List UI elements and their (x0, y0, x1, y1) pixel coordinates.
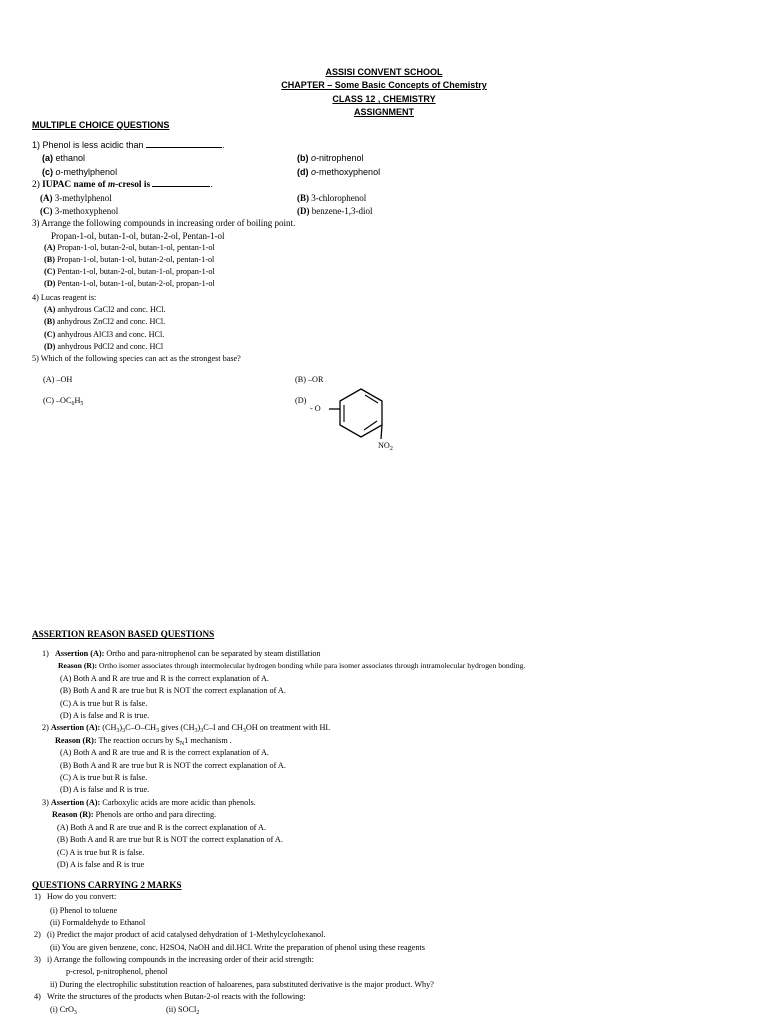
mcq-q5-option-b: (B) –OR (295, 375, 324, 384)
mcq-q3-option-a: (A) Propan-1-ol, butan-2-ol, butan-1-ol, pentan-1-ol (44, 243, 215, 252)
mcq-q3-option-d: (D) Pentan-1-ol, butan-1-ol, butan-2-ol, propan-1-ol (44, 279, 215, 288)
ar-q2-option-d: (D) A is false and R is true. (60, 785, 150, 794)
mcq-q3-list: Propan-1-ol, butan-1-ol, butan-2-ol, Pentan-1-ol (51, 231, 225, 241)
mcq-q4-option-c: (C) anhydrous AlCl3 and conc. HCl. (44, 330, 165, 339)
ar-q3-option-a: (A) Both A and R are true and R is the correct explanation of A. (57, 823, 266, 832)
two-marks-q4-stem: 4) Write the structures of the products when Butan-2-ol reacts with the following: (34, 992, 306, 1001)
two-marks-q1-stem: 1) How do you convert: (34, 892, 117, 901)
chapter-title: CHAPTER – Some Basic Concepts of Chemistry (281, 80, 487, 90)
mcq-q4-option-a: (A) anhydrous CaCl2 and conc. HCl. (44, 305, 166, 314)
mcq-q5-option-c: (C) $-OC_6H_5$ (43, 396, 84, 407)
two-marks-q3-part-i: 3) i) Arrange the following compounds in the increasing order of their acid strength: (34, 955, 314, 964)
structure-nitro-label: $NO_2$ (378, 441, 393, 452)
mcq-q2-option-c: (C) 3-methoxyphenol (40, 206, 119, 216)
benzene-ring-structure (325, 383, 385, 443)
mcq-q4-stem: 4) Lucas reagent is: (32, 293, 97, 302)
ar-q1-option-b: (B) Both A and R are true but R is NOT the correct explanation of A. (60, 686, 286, 695)
mcq-q5-option-d: (D) (295, 396, 307, 405)
structure-oxygen-label: - O (310, 404, 321, 413)
two-marks-q4-part-i: (i) CrO$_3$ (50, 1005, 77, 1016)
mcq-heading: MULTIPLE CHOICE QUESTIONS (32, 120, 170, 130)
mcq-q2-stem: 2) IUPAC name of m-cresol is . (32, 180, 213, 190)
two-marks-q3-list: p-cresol, p-nitrophenol, phenol (66, 967, 168, 976)
ar-q3-option-d: (D) A is false and R is true (57, 860, 145, 869)
class-title: CLASS 12 , CHEMISTRY (332, 94, 436, 104)
ar-q2-assertion: 2) Assertion (A): $(CH_3)_3C-O-CH_3$ gives $(CH_3)_3C-I$ and $CH_3OH$ on treatment with HI. (42, 723, 331, 734)
mcq-q1-stem: 1) Phenol is less acidic than . (32, 140, 225, 150)
two-marks-heading: QUESTIONS CARRYING 2 MARKS (32, 880, 182, 890)
school-name: ASSISI CONVENT SCHOOL (325, 67, 443, 77)
ar-q1-option-c: (C) A is true but R is false. (60, 699, 148, 708)
two-marks-q4-part-ii: (ii) SOCl$_2$ (166, 1005, 200, 1016)
mcq-q5-option-a: (A) –OH (43, 375, 73, 384)
ar-heading: ASSERTION REASON BASED QUESTIONS (32, 629, 215, 639)
ar-q1-assertion: 1) Assertion (A): Ortho and para-nitrophenol can be separated by steam distillation (42, 649, 321, 658)
blank-line (152, 186, 210, 187)
ar-q1-option-d: (D) A is false and R is true. (60, 711, 150, 720)
mcq-q1-option-d: (d) o-methoxyphenol (297, 167, 381, 177)
two-marks-q1-part-i: (i) Phenol to toluene (50, 906, 118, 915)
ar-q1-reason: Reason (R): Ortho isomer associates through intermolecular hydrogen bonding while para isomer associates through intramolecular hydrogen bonding. (58, 661, 526, 670)
mcq-q4-option-d: (D) anhydrous PdCl2 and conc. HCl (44, 342, 164, 351)
mcq-q3-option-b: (B) Propan-1-ol, butan-1-ol, butan-2-ol, pentan-1-ol (44, 255, 215, 264)
two-marks-q3-part-ii: ii) During the electrophilic substitution reaction of haloarenes, para substituted derivative is the major product. Why? (50, 980, 434, 989)
two-marks-q1-part-ii: (ii) Formaldehyde to Ethanol (50, 918, 146, 927)
ar-q3-reason: Reason (R): Phenols are ortho and para directing. (52, 810, 217, 819)
blank-line (146, 147, 222, 148)
ar-q3-option-b: (B) Both A and R are true but R is NOT the correct explanation of A. (57, 835, 283, 844)
mcq-q4-option-b: (B) anhydrous ZnCl2 and conc. HCl. (44, 317, 166, 326)
mcq-q5-stem: 5) Which of the following species can act as the strongest base? (32, 354, 241, 363)
mcq-q2-option-a: (A) 3-methylphenol (40, 193, 112, 203)
two-marks-q2-part-i: 2) (i) Predict the major product of acid catalysed dehydration of 1-Methylcyclohexanol. (34, 930, 326, 939)
ar-q2-option-a: (A) Both A and R are true and R is the correct explanation of A. (60, 748, 269, 757)
mcq-q3-option-c: (C) Pentan-1-ol, butan-2-ol, butan-1-ol, propan-1-ol (44, 267, 215, 276)
mcq-q1-option-c: (c) o-methylphenol (42, 167, 118, 177)
ar-q2-option-c: (C) A is true but R is false. (60, 773, 148, 782)
ar-q1-option-a: (A) Both A and R are true and R is the correct explanation of A. (60, 674, 269, 683)
ar-q2-option-b: (B) Both A and R are true but R is NOT the correct explanation of A. (60, 761, 286, 770)
assignment-title: ASSIGNMENT (353, 107, 414, 117)
mcq-q2-option-d: (D) benzene-1,3-diol (297, 206, 373, 216)
ar-q2-reason: Reason (R): The reaction occurs by $S_N1$ mechanism . (55, 736, 232, 747)
ar-q3-assertion: 3) Assertion (A): Carboxylic acids are more acidic than phenols. (42, 798, 256, 807)
mcq-q2-option-b: (B) 3-chlorophenol (297, 193, 367, 203)
ar-q3-option-c: (C) A is true but R is false. (57, 848, 145, 857)
two-marks-q2-part-ii: (ii) You are given benzene, conc. H2SO4, NaOH and dil.HCl. Write the preparation of phenol using these reagents (50, 943, 425, 952)
mcq-q3-stem: 3) Arrange the following compounds in increasing order of boiling point. (32, 218, 296, 228)
mcq-q1-option-a: (a) ethanol (42, 153, 86, 163)
mcq-q1-option-b: (b) o-nitrophenol (297, 153, 364, 163)
